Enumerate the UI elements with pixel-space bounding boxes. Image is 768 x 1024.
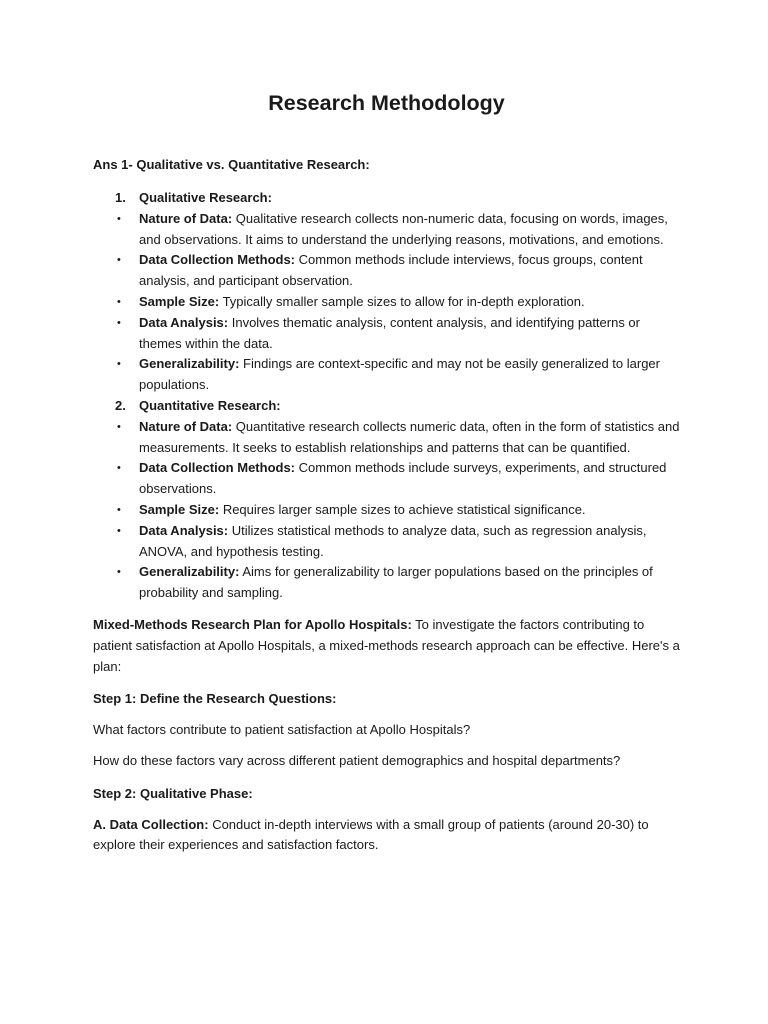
bullet-marker: •: [117, 420, 121, 433]
bullet-marker: •: [117, 566, 121, 579]
item-text: Aims for generalizability to larger populations based on the principles of probability and sampling.: [139, 564, 653, 601]
bullet-marker: •: [117, 462, 121, 475]
item-text: Common methods include interviews, focus groups, content analysis, and participant observation.: [139, 252, 643, 289]
bullet-item: [93, 417, 680, 459]
bullet-item: [93, 521, 680, 563]
item-label: Sample Size:: [139, 293, 220, 309]
item-text: Qualitative research collects non-numeric data, focusing on words, images, and observations. It aims to understand the underlying reasons, motivations, and emotions.: [139, 210, 668, 247]
list-number: 1.: [115, 190, 126, 205]
bullet-marker: •: [117, 503, 121, 516]
item-text: Requires larger sample sizes to achieve statistical significance.: [219, 501, 586, 517]
plan-label: Mixed-Methods Research Plan for Apollo Hospitals:: [93, 616, 412, 632]
bullet-item: [93, 209, 680, 251]
item-text: Findings are context-specific and may not be easily generalized to larger populations.: [139, 356, 660, 393]
bullet-item: [93, 562, 680, 604]
question-1: What factors contribute to patient satisfaction at Apollo Hospitals?: [93, 722, 471, 738]
bullet-item: [93, 250, 680, 292]
answer-heading: Ans 1- Qualitative vs. Quantitative Research:: [93, 157, 370, 172]
item-text: Quantitative research collects numeric data, often in the form of statistics and measurements. It seeks to establish relationships and patterns that can be quantified.: [139, 418, 680, 455]
step1-heading: Step 1: Define the Research Questions:: [93, 691, 337, 707]
item-label: Nature of Data:: [139, 210, 233, 226]
plan-text: To investigate the factors contributing to patient satisfaction at Apollo Hospitals, a mixed-methods research approach can be effective. Here's a plan:: [93, 616, 680, 674]
item-label: Data Collection Methods:: [139, 460, 296, 476]
comparison-list: [93, 188, 680, 604]
bullet-item: [93, 292, 680, 313]
item-text: Common methods include surveys, experiments, and structured observations.: [139, 460, 667, 497]
bullet-marker: •: [117, 254, 121, 267]
bullet-item: [93, 458, 680, 500]
item-label: Qualitative Research:: [139, 190, 272, 205]
plan-paragraph: [93, 615, 680, 677]
data-collection-label: A. Data Collection:: [93, 816, 209, 832]
item-text: Utilizes statistical methods to analyze data, such as regression analysis, ANOVA, and hypothesis testing.: [139, 522, 647, 559]
numbered-item: [93, 396, 680, 417]
item-label: Data Analysis:: [139, 522, 229, 538]
item-label: Nature of Data:: [139, 418, 233, 434]
bullet-item: [93, 313, 680, 355]
item-text: Involves thematic analysis, content analysis, and identifying patterns or themes within the data.: [139, 314, 640, 351]
bullet-item: [93, 500, 680, 521]
bullet-item: [93, 354, 680, 396]
bullet-marker: •: [117, 212, 121, 225]
item-label: Data Analysis:: [139, 314, 229, 330]
question-2: How do these factors vary across different patient demographics and hospital departments?: [93, 752, 621, 768]
list-number: 2.: [115, 397, 126, 413]
page-title: Research Methodology: [268, 91, 505, 115]
bullet-marker: •: [117, 316, 121, 329]
item-text: Typically smaller sample sizes to allow for in-depth exploration.: [219, 293, 585, 309]
data-collection-paragraph: [93, 815, 680, 857]
data-collection-text: Conduct in-depth interviews with a small group of patients (around 20-30) to explore their experiences and satisfaction factors.: [93, 816, 649, 853]
item-label: Generalizability:: [139, 564, 240, 580]
numbered-item: [93, 188, 680, 209]
bullet-marker: •: [117, 358, 121, 371]
step2-heading: Step 2: Qualitative Phase:: [93, 785, 253, 801]
bullet-marker: •: [117, 295, 121, 308]
item-label: Generalizability:: [139, 356, 240, 372]
item-label: Data Collection Methods:: [139, 252, 296, 268]
item-label: Quantitative Research:: [139, 397, 281, 413]
bullet-marker: •: [117, 524, 121, 537]
item-label: Sample Size:: [139, 501, 220, 517]
